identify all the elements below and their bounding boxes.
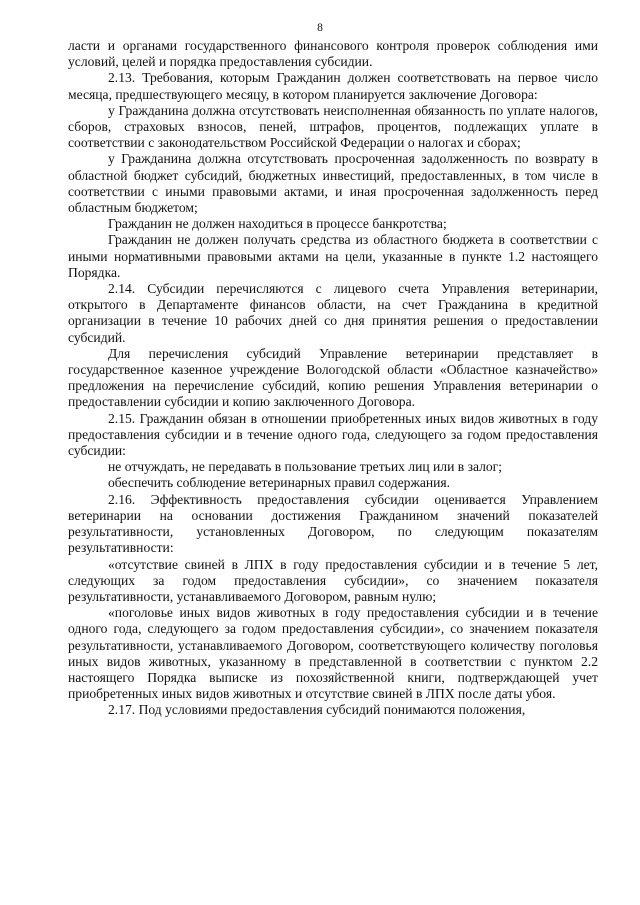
paragraph-treasury: Для перечисления субсидий Управление ветеринарии представляет в государственное казенное учреждение Вологодской области «Областное казначейство» предложения на перечисление субсидий, копию решения Управления ветеринарии о предоставлении субсидии и копию заключенного Договора. (68, 345, 598, 410)
paragraph-no-alienation: не отчуждать, не передавать в пользование третьих лиц или в залог; (108, 459, 503, 475)
paragraph-budget-debt: у Гражданина должна отсутствовать просроченная задолженность по возврату в областной бюджет субсидий, бюджетных инвестиций, предоставленных, в том числе в соответствии с иными правовыми актами, и иная просроченная задолженность перед областным бюджетом; (68, 151, 598, 216)
paragraph-tax-obligation: у Гражданина должна отсутствовать неисполненная обязанность по уплате налогов, сборов, страховых взносов, пеней, штрафов, процентов, подлежащих уплате в соответствии с законодательством Российской Федерации о налогах и сборах; (68, 102, 598, 151)
paragraph-2-13: 2.13. Требования, которым Гражданин должен соответствовать на первое число месяца, предшествующего месяцу, в котором планируется заключение Договора: (68, 70, 598, 102)
paragraph-vet-rules: обеспечить соблюдение ветеринарных правил содержания. (108, 475, 451, 491)
paragraph-2-17: 2.17. Под условиями предоставления субсидий понимаются положения, (108, 702, 526, 718)
paragraph-2-15: 2.15. Гражданин обязан в отношении приобретенных иных видов животных в году предоставления субсидии и в течение одного года, следующего за годом предоставления субсидии: (68, 410, 598, 459)
paragraph-indicator-livestock: «поголовье иных видов животных в году предоставления субсидии и в течение одного года, следующего за годом предоставления субсидии», со значением показателя результативности, устанавливаемого Договором, соответствующего количеству поголовья иных видов животных, указанному в представленной в соответствии с пунктом 2.2 настоящего Порядка выписке из похозяйственной книги, подтверждающей учет приобретенных иных видов животных и отсутствие свиней в ЛПХ после даты убоя. (68, 605, 598, 702)
paragraph-indicator-pigs: «отсутствие свиней в ЛПХ в году предоставления субсидии и в течение 5 лет, следующих за годом предоставления субсидии», со значением показателя результативности, устанавливаемого Договором, равным нулю; (68, 556, 598, 604)
page-number: 8 (317, 22, 323, 34)
document-body (68, 38, 598, 719)
paragraph-2-14: 2.14. Субсидии перечисляются с лицевого счета Управления ветеринарии, открытого в Департаменте финансов области, на счет Гражданина в кредитной организации в течение 10 рабочих дней со дня принятия решения о предоставлении субсидий. (68, 281, 598, 345)
paragraph-other-funds: Гражданин не должен получать средства из областного бюджета в соответствии с иными нормативными правовыми актами на цели, указанные в пункте 1.2 настоящего Порядка. (68, 232, 598, 280)
paragraph-bankruptcy: Гражданин не должен находиться в процессе банкротства; (108, 216, 447, 232)
paragraph-continuation: ласти и органами государственного финансового контроля проверок соблюдения ими условий, целей и порядка предоставления субсидии. (68, 38, 598, 70)
paragraph-2-16: 2.16. Эффективность предоставления субсидии оценивается Управлением ветеринарии на основании достижения Гражданином значений показателей результативности, установленных Договором, по следующим показателям результативности: (68, 491, 598, 556)
